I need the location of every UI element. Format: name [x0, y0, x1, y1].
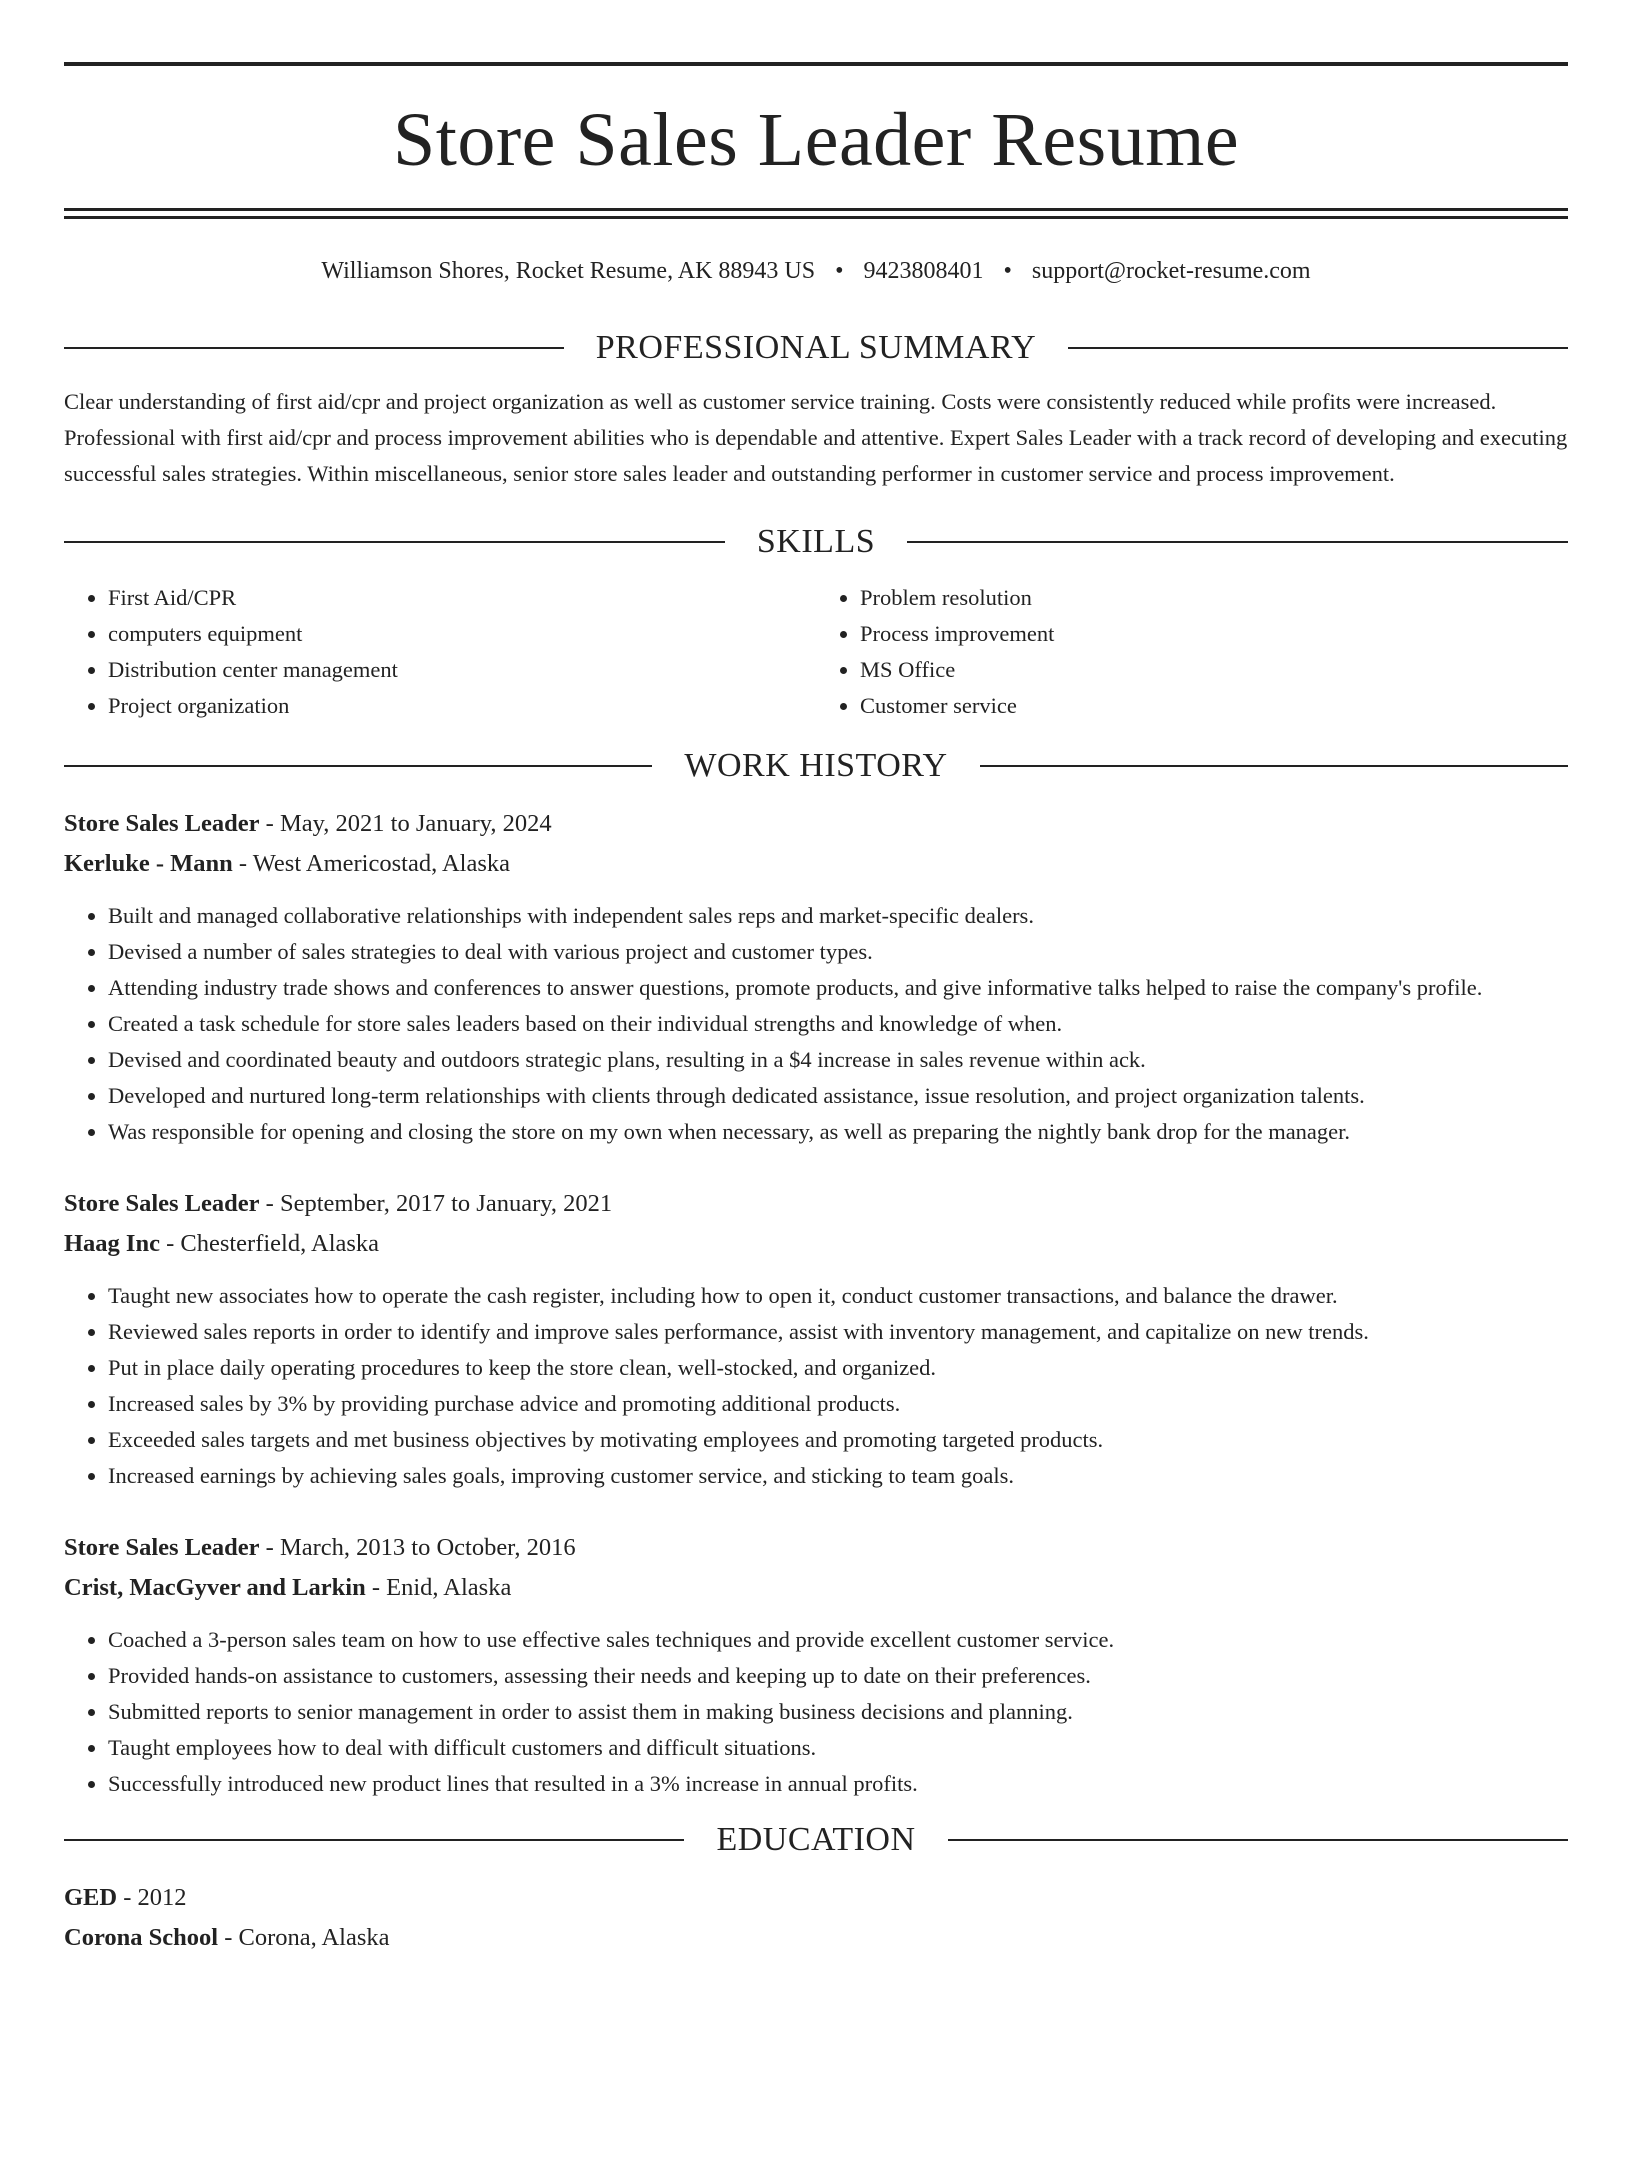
- section-header-summary: [64, 326, 1568, 370]
- job-bullet: • Put in place daily operating procedures to keep the store clean, well-stocked, and organized.: [108, 1350, 1568, 1386]
- divider: [948, 1839, 1568, 1841]
- job-title-line: [64, 804, 1568, 844]
- resume-title: Store Sales Leader Resume: [392, 98, 1240, 182]
- section-header-education: [64, 1818, 1568, 1862]
- divider: [64, 765, 652, 767]
- job-title: Store Sales Leader: [64, 1534, 260, 1561]
- section-title: EDUCATION: [716, 1821, 916, 1858]
- job-bullet: • Devised a number of sales strategies to deal with various project and customer types.: [108, 934, 1568, 970]
- job-bullet: • Devised and coordinated beauty and outdoors strategic plans, resulting in a $4 increase in sales revenue within ack.: [108, 1042, 1568, 1078]
- job-title-line: [64, 1184, 1568, 1224]
- skills-list: [64, 580, 1568, 724]
- divider: [64, 347, 564, 349]
- section-header-work-history: [64, 744, 1568, 788]
- contact-separator: •: [1003, 258, 1012, 284]
- summary-paragraph: Clear understanding of first aid/cpr and project organization as well as customer service training. Costs were consistently reduced while profits were increased. Professional with first aid/cpr and process improvement abilities who is dependable and attentive. Expert Sales Leader with a track record of developing and executing successful sales strategies. Within miscellaneous, senior store sales leader and outstanding performer in customer service and process improvement.: [64, 389, 1568, 486]
- job-bullet: • Increased sales by 3% by providing purchase advice and promoting additional products.: [108, 1386, 1568, 1422]
- education-school-line: [64, 1918, 1568, 1958]
- skill-item: • Project organization: [108, 688, 816, 724]
- job-bullet: • Taught new associates how to operate the cash register, including how to open it, conduct customer transactions, and balance the drawer.: [108, 1278, 1568, 1314]
- skills-column-right: [816, 580, 1568, 724]
- job-company-line: [64, 1224, 1568, 1264]
- skill-item: • Problem resolution: [860, 580, 1568, 616]
- job-company: Crist, MacGyver and Larkin: [64, 1574, 366, 1601]
- job-bullet: • Reviewed sales reports in order to identify and improve sales performance, assist with inventory management, and capitalize on new trends.: [108, 1314, 1568, 1350]
- job-bullet: • Successfully introduced new product lines that resulted in a 3% increase in annual profits.: [108, 1766, 1568, 1802]
- contact-separator: •: [835, 258, 844, 284]
- divider: [980, 765, 1568, 767]
- skill-item: • Customer service: [860, 688, 1568, 724]
- divider: [1068, 347, 1568, 349]
- job-bullet: • Attending industry trade shows and conferences to answer questions, promote products, and give informative talks helped to raise the company's profile.: [108, 970, 1568, 1006]
- job-location: - Chesterfield, Alaska: [159, 1230, 380, 1257]
- divider: [907, 541, 1568, 543]
- job-dates: - September, 2017 to January, 2021: [259, 1190, 613, 1217]
- job-bullets: [64, 898, 1568, 1150]
- section-title: WORK HISTORY: [684, 747, 948, 784]
- section-header-skills: [64, 520, 1568, 564]
- contact-email: support@rocket-resume.com: [1031, 258, 1311, 284]
- contact-line: [64, 256, 1568, 286]
- contact-address: Williamson Shores, Rocket Resume, AK 88943 US: [321, 258, 816, 284]
- education-school: Corona School: [64, 1924, 219, 1951]
- section-title: SKILLS: [756, 523, 876, 560]
- education-location: - Corona, Alaska: [218, 1924, 390, 1951]
- job-bullet: • Was responsible for opening and closing the store on my own when necessary, as well as preparing the nightly bank drop for the manager.: [108, 1114, 1568, 1150]
- job-dates: - May, 2021 to January, 2024: [259, 810, 552, 837]
- education-degree: GED: [64, 1884, 118, 1911]
- job-company: Kerluke - Mann: [64, 850, 233, 877]
- job-bullets: [64, 1622, 1568, 1802]
- education-entry: [64, 1878, 1568, 1958]
- job-bullet: • Built and managed collaborative relationships with independent sales reps and market-specific dealers.: [108, 898, 1568, 934]
- skill-item: • Process improvement: [860, 616, 1568, 652]
- job-company-line: [64, 844, 1568, 884]
- job-location: - Enid, Alaska: [365, 1574, 512, 1601]
- job-title: Store Sales Leader: [64, 810, 260, 837]
- section-title: PROFESSIONAL SUMMARY: [595, 329, 1037, 366]
- job-bullet: • Developed and nurtured long-term relationships with clients through dedicated assistance, issue resolution, and project organization talents.: [108, 1078, 1568, 1114]
- job-title: Store Sales Leader: [64, 1190, 260, 1217]
- job-bullet: • Provided hands-on assistance to customers, assessing their needs and keeping up to date on their preferences.: [108, 1658, 1568, 1694]
- education-degree-line: [64, 1878, 1568, 1918]
- job-bullet: • Exceeded sales targets and met business objectives by motivating employees and promoting targeted products.: [108, 1422, 1568, 1458]
- job-bullet: • Created a task schedule for store sales leaders based on their individual strengths and knowledge of when.: [108, 1006, 1568, 1042]
- skill-item: • computers equipment: [108, 616, 816, 652]
- divider: [64, 1839, 684, 1841]
- job-entry: [64, 1184, 1568, 1494]
- skills-column-left: [64, 580, 816, 724]
- title-double-rule: [64, 208, 1568, 219]
- skill-item: • First Aid/CPR: [108, 580, 816, 616]
- job-bullet: • Submitted reports to senior management in order to assist them in making business decisions and planning.: [108, 1694, 1568, 1730]
- resume-page: [0, 62, 1632, 2174]
- job-bullets: [64, 1278, 1568, 1494]
- job-location: - West Americostad, Alaska: [232, 850, 511, 877]
- skill-item: • MS Office: [860, 652, 1568, 688]
- education-year: - 2012: [117, 1884, 187, 1911]
- job-entry: [64, 1528, 1568, 1802]
- divider: [64, 541, 725, 543]
- job-bullet: • Coached a 3-person sales team on how to use effective sales techniques and provide excellent customer service.: [108, 1622, 1568, 1658]
- job-title-line: [64, 1528, 1568, 1568]
- job-bullet: • Increased earnings by achieving sales goals, improving customer service, and sticking to team goals.: [108, 1458, 1568, 1494]
- contact-phone: 9423808401: [863, 258, 984, 284]
- job-dates: - March, 2013 to October, 2016: [259, 1534, 576, 1561]
- job-company: Haag Inc: [64, 1230, 160, 1257]
- job-bullet: • Taught employees how to deal with difficult customers and difficult situations.: [108, 1730, 1568, 1766]
- skill-item: • Distribution center management: [108, 652, 816, 688]
- job-entry: [64, 804, 1568, 1150]
- job-company-line: [64, 1568, 1568, 1608]
